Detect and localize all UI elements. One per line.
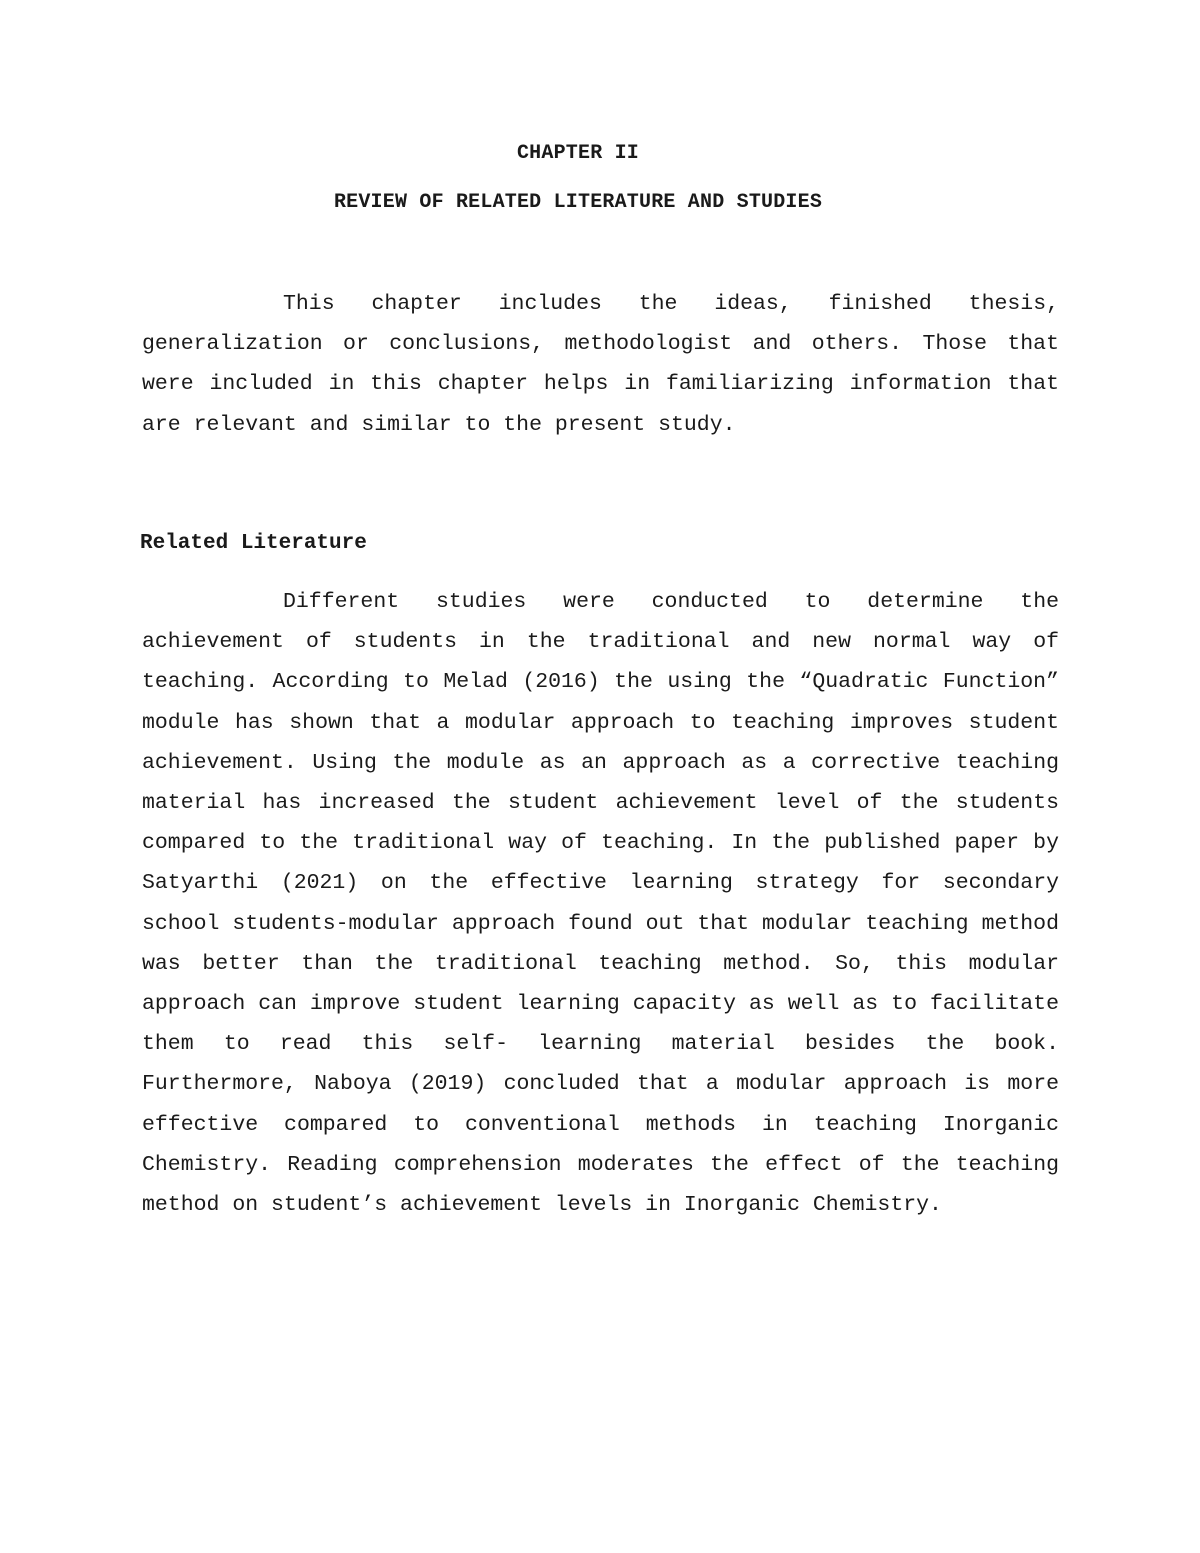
intro-paragraph: This chapter includes the ideas, finished thesis, generalization or conclusions, methodologist and others. Those that were included in this chapter helps in familiarizing information that are relevant and similar to the present study. bbox=[142, 292, 1059, 437]
chapter-title: REVIEW OF RELATED LITERATURE AND STUDIES bbox=[333, 191, 823, 214]
related-literature-paragraph: Different studies were conducted to determine the achievement of students in the traditional and new normal way of teaching. According to Melad (2016) the using the “Quadratic Function” module has shown that a modular approach to teaching improves student achievement. Using the module as an approach as a corrective teaching material has increased the student achievement level of the students compared to the traditional way of teaching. In the published paper by Satyarthi (2021) on the effective learning strategy for secondary school students-modular approach found out that modular teaching method was better than the traditional teaching method. So, this modular approach can improve student learning capacity as well as to facilitate them to read this self- learning material besides the book. Furthermore, Naboya (2019) concluded that a modular approach is more effective compared to conventional methods in teaching Inorganic Chemistry. Reading comprehension moderates the effect of the teaching method on student’s achievement levels in Inorganic Chemistry. bbox=[142, 590, 1059, 1218]
chapter-number: CHAPTER II bbox=[516, 142, 640, 165]
section-heading-related-literature: Related Literature bbox=[140, 532, 367, 555]
